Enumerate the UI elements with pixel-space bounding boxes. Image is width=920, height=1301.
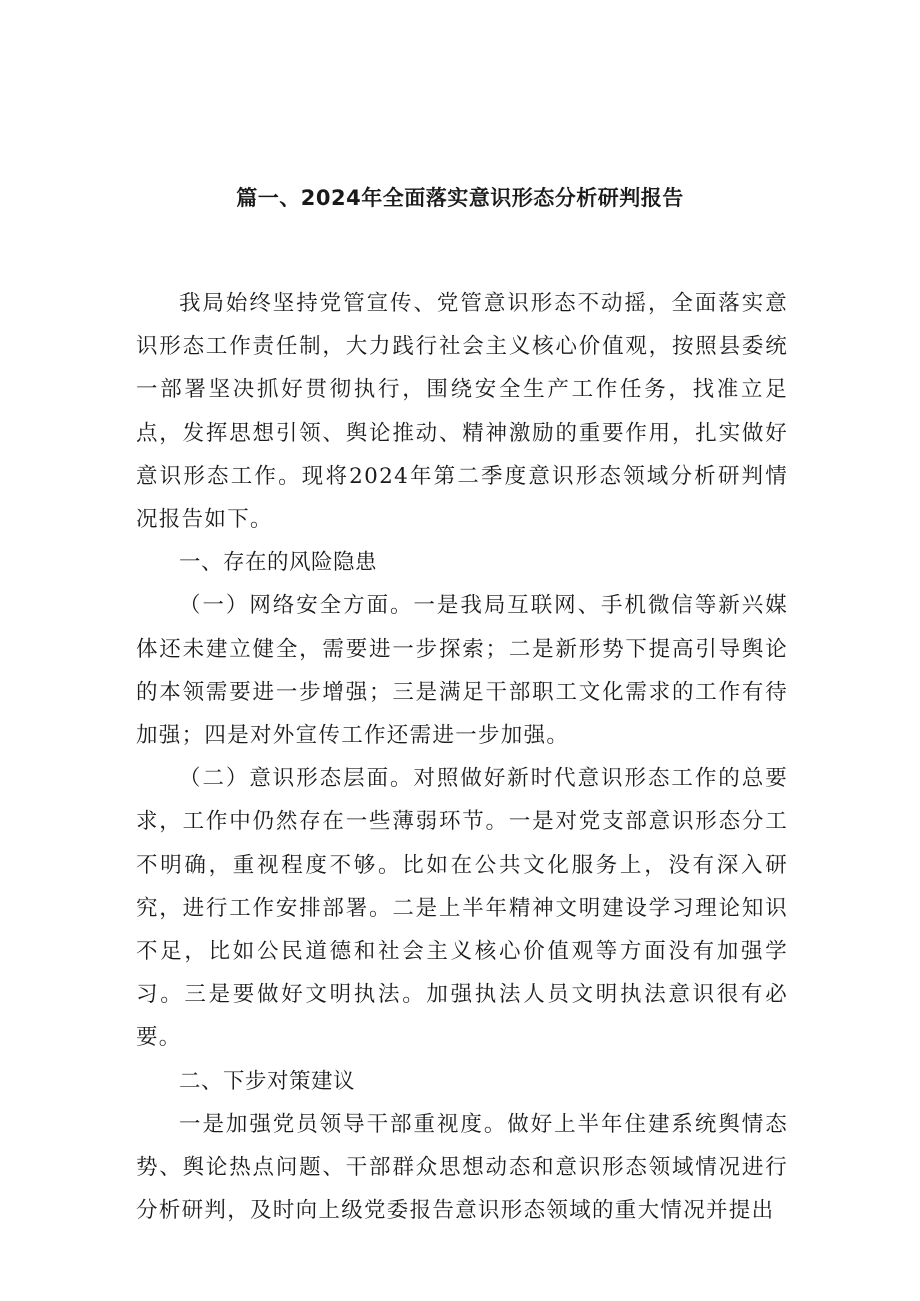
- paragraph-ideology-level: （二）意识形态层面。对照做好新时代意识形态工作的总要求，工作中仍然存在一些薄弱环节。一是对党支部意识形态分工不明确，重视程度不够。比如在公共文化服务上，没有深入研究，进行工作安排部署。二是上半年精神文明建设学习理论知识不足，比如公民道德和社会主义核心价值观等方面没有加强学习。三是要做好文明执法。加强执法人员文明执法意识很有必要。: [136, 766, 788, 1051]
- paragraph-network-security: （一）网络安全方面。一是我局互联网、手机微信等新兴媒体还未建立健全，需要进一步探索；二是新形势下提高引导舆论的本领需要进一步增强；三是满足干部职工文化需求的工作有待加强；四是对外宣传工作还需进一步加强。: [136, 593, 788, 749]
- paragraph-leadership-attention: 一是加强党员领导干部重视度。做好上半年住建系统舆情态势、舆论热点问题、干部群众思想动态和意识形态领域情况进行分析研判，及时向上级党委报告意识形态领域的重大情况并提出: [136, 1111, 788, 1224]
- document-title: 篇一、2024年全面落实意识形态分析研判报告: [236, 186, 684, 210]
- section-heading-risks: 一、存在的风险隐患: [179, 550, 378, 576]
- section-heading-countermeasures: 二、下步对策建议: [179, 1068, 356, 1094]
- document-body: [136, 282, 788, 1232]
- intro-paragraph: 我局始终坚持党管宣传、党管意识形态不动摇，全面落实意识形态工作责任制，大力践行社会主义核心价值观，按照县委统一部署坚决抓好贯彻执行，围绕安全生产工作任务，找准立足点，发挥思想引领、舆论推动、精神激励的重要作用，扎实做好意识形态工作。现将2024年第二季度意识形态领域分析研判情况报告如下。: [136, 291, 788, 533]
